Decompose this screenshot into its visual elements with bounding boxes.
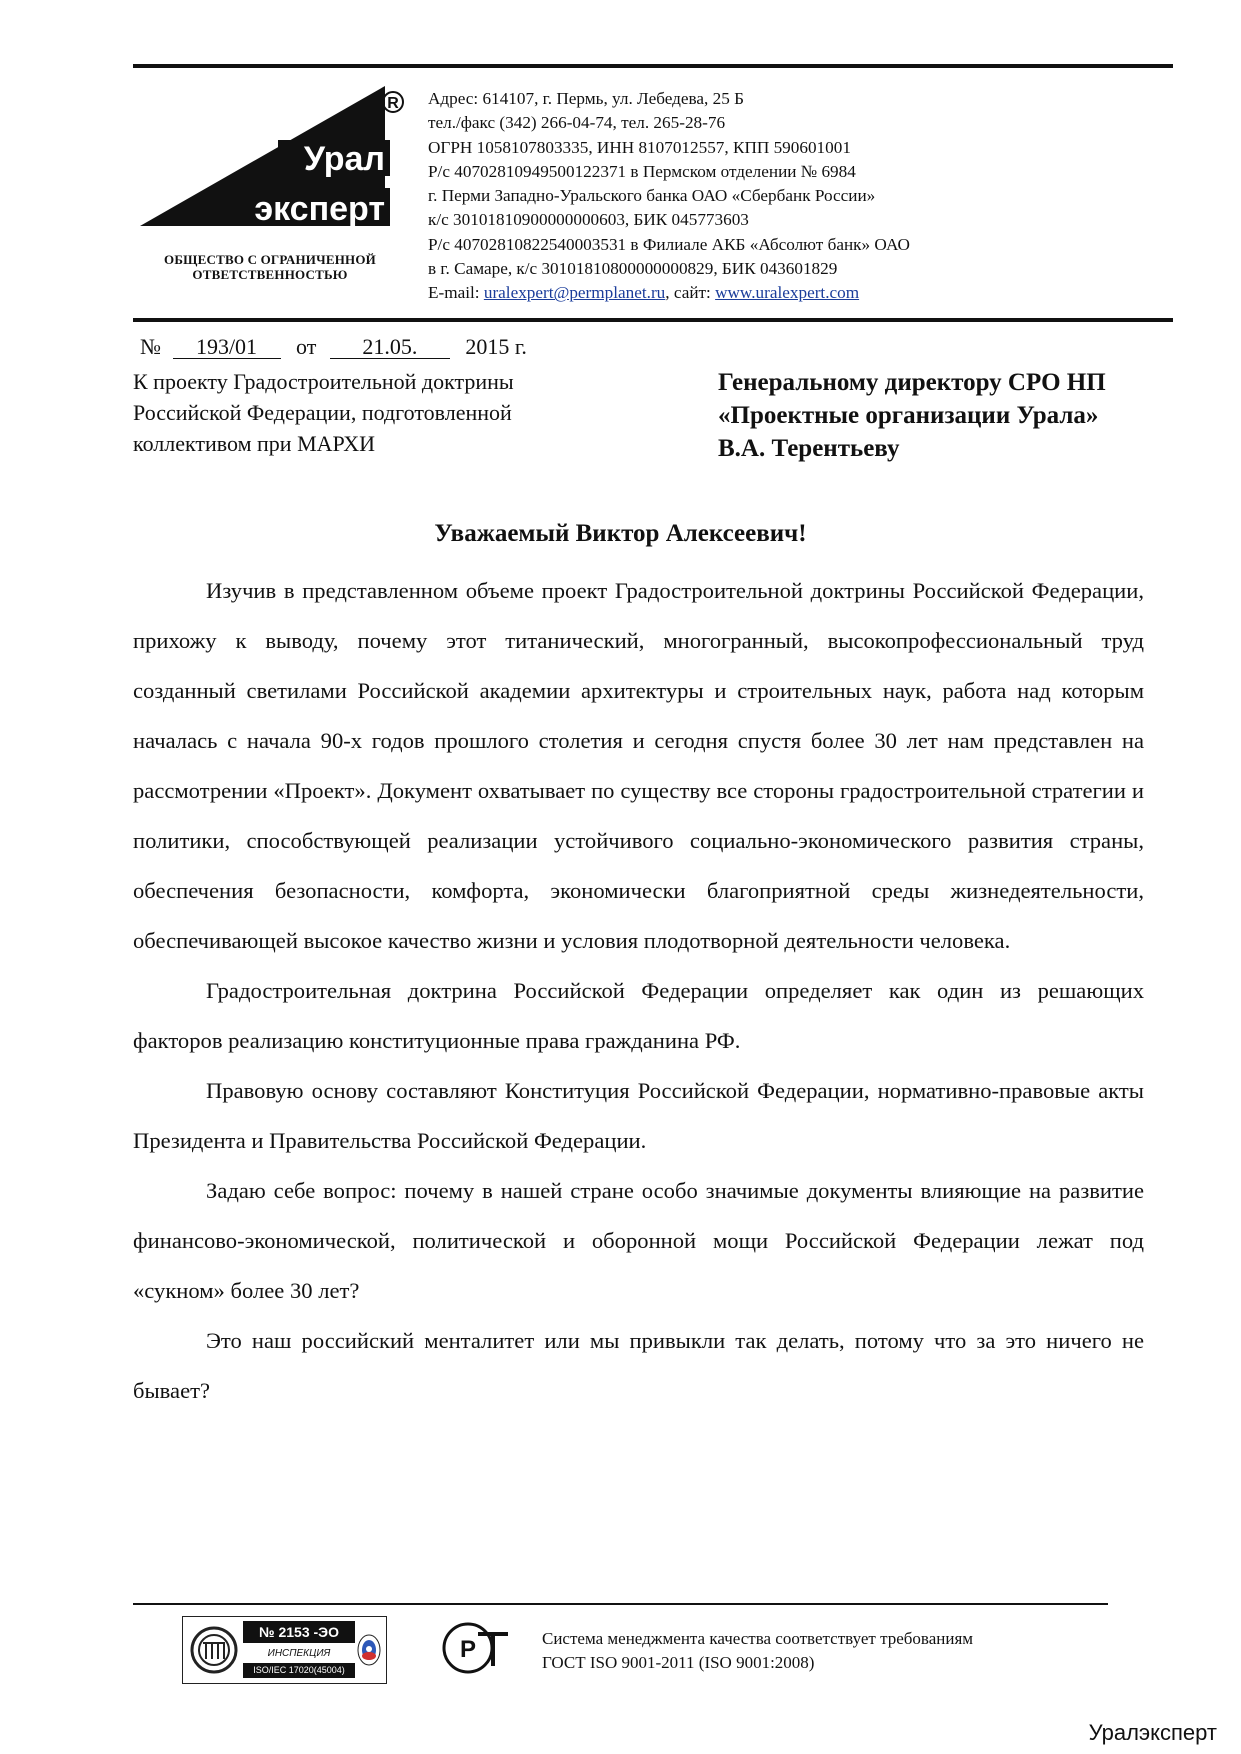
requisite-line: ОГРН 1058107803335, ИНН 8107012557, КПП 590601001 [428, 137, 851, 157]
requisite-line: Р/с 40702810822540003531 в Филиале АКБ «Абсолют банк» ОАО [428, 234, 910, 254]
body-paragraph: Градостроительная доктрина Российской Федерации определяет как один из решающих факторов реализацию конституционные права гражданина РФ. [133, 978, 1144, 1053]
addressee-line: «Проектные организации Урала» [718, 402, 1099, 429]
brand-footer-label: Уралэксперт [1088, 1720, 1217, 1745]
svg-text:Р: Р [459, 1636, 477, 1663]
body-paragraph: Это наш российский менталитет или мы привыкли так делать, потому что за это ничего не бывает? [133, 1328, 1144, 1403]
site-label: , сайт: [665, 283, 716, 303]
email-link[interactable]: uralexpert@permplanet.ru [483, 283, 666, 303]
gost-mark-label: РСТ [478, 1676, 480, 1677]
letter-addressee [718, 366, 1106, 465]
logo-word-ural: Урал [303, 140, 385, 178]
letter-subject [133, 366, 514, 459]
requisite-line: в г. Самаре, к/с 30101810800000000829, БИК 043601829 [428, 259, 838, 279]
addressee-line: Генеральному директору СРО НП [718, 369, 1106, 396]
header-top-rule [133, 64, 1173, 68]
inspection-certificate-badge [182, 1616, 387, 1684]
russian-flag-eye-icon [357, 1633, 381, 1667]
footer-rule [133, 1603, 1108, 1605]
email-label: E-mail: [428, 283, 484, 303]
qms-line: Система менеджмента качества соответствует требованиям [542, 1629, 974, 1648]
qms-statement [542, 1627, 973, 1675]
registered-mark-icon: R [387, 95, 399, 112]
requisite-line: к/с 30101810900000000603, БИК 045773603 [428, 210, 749, 230]
certificate-standard: ISO/IEC 17020(45004) [243, 1663, 355, 1678]
gost-certification-icon [438, 1616, 518, 1678]
letter-body [133, 566, 1144, 1416]
letter-greeting: Уважаемый Виктор Алексеевич! [434, 520, 807, 547]
body-paragraph: Правовую основу составляют Конституция Российской Федерации, нормативно-правовые акты Президента и Правительства Российской Федерации. [133, 1078, 1144, 1153]
header-bottom-rule [133, 318, 1173, 322]
subject-line: Российской Федерации, подготовленной [133, 400, 512, 425]
qms-line: ГОСТ ISO 9001-2011 (ISO 9001:2008) [542, 1653, 815, 1672]
org-form-caption: ОБЩЕСТВО С ОГРАНИЧЕННОЙ ОТВЕТСТВЕННОСТЬЮ [164, 252, 376, 282]
certificate-inspection-label: ИНСПЕКЦИЯ [267, 1648, 331, 1659]
certificate-number: № 2153 -ЭО [243, 1621, 355, 1643]
requisite-line: тел./факс (342) 266-04-74, тел. 265-28-76 [428, 113, 726, 133]
letter-date: 21.05. [330, 336, 450, 359]
requisite-line: г. Перми Западно-Уральского банка ОАО «Сбербанк России» [428, 186, 876, 206]
date-prefix: от [296, 334, 317, 359]
company-requisites [428, 87, 910, 306]
subject-line: К проекту Градостроительной доктрины [133, 369, 514, 394]
contact-line [428, 281, 910, 305]
requisite-line: Р/с 40702810949500122371 в Пермском отделении № 6984 [428, 161, 856, 181]
body-paragraph: Задаю себе вопрос: почему в нашей стране особо значимые документы влияющие на развитие финансово-экономической, политической и оборонной мощи Российской Федерации лежат под «сукном» более 30 лет? [133, 1178, 1144, 1303]
letter-number: 193/01 [173, 336, 281, 359]
logo-word-expert: эксперт [254, 190, 385, 228]
requisite-line: Адрес: 614107, г. Пермь, ул. Лебедева, 25 Б [428, 89, 744, 108]
letter-year: 2015 г. [465, 334, 527, 359]
subject-line: коллективом при МАРХИ [133, 431, 375, 456]
website-link[interactable]: www.uralexpert.com [715, 283, 860, 303]
letter-number-line [140, 334, 527, 360]
inspection-emblem-icon [189, 1623, 239, 1677]
number-prefix: № [140, 334, 161, 359]
addressee-line: В.А. Терентьеву [718, 435, 900, 462]
body-paragraph: Изучив в представленном объеме проект Градостроительной доктрины Российской Федерации, прихожу к выводу, почему этот титанический, многогранный, высокопрофессиональный труд созданный светилами Российской академии архитектуры и строительных наук, работа над которым началась с начала 90-х годов прошлого столетия и сегодня спустя более 30 лет нам представлен на рассмотрении «Проект». Документ охватывает по существу все стороны градостроительной стратегии и политики, способствующей реализации устойчивого социально-экономического развития страны, обеспечения безопасности, комфорта, экономически благоприятной среды жизнедеятельности, обеспечивающей высокое качество жизни и условия плодотворной деятельности человека. [133, 578, 1144, 953]
